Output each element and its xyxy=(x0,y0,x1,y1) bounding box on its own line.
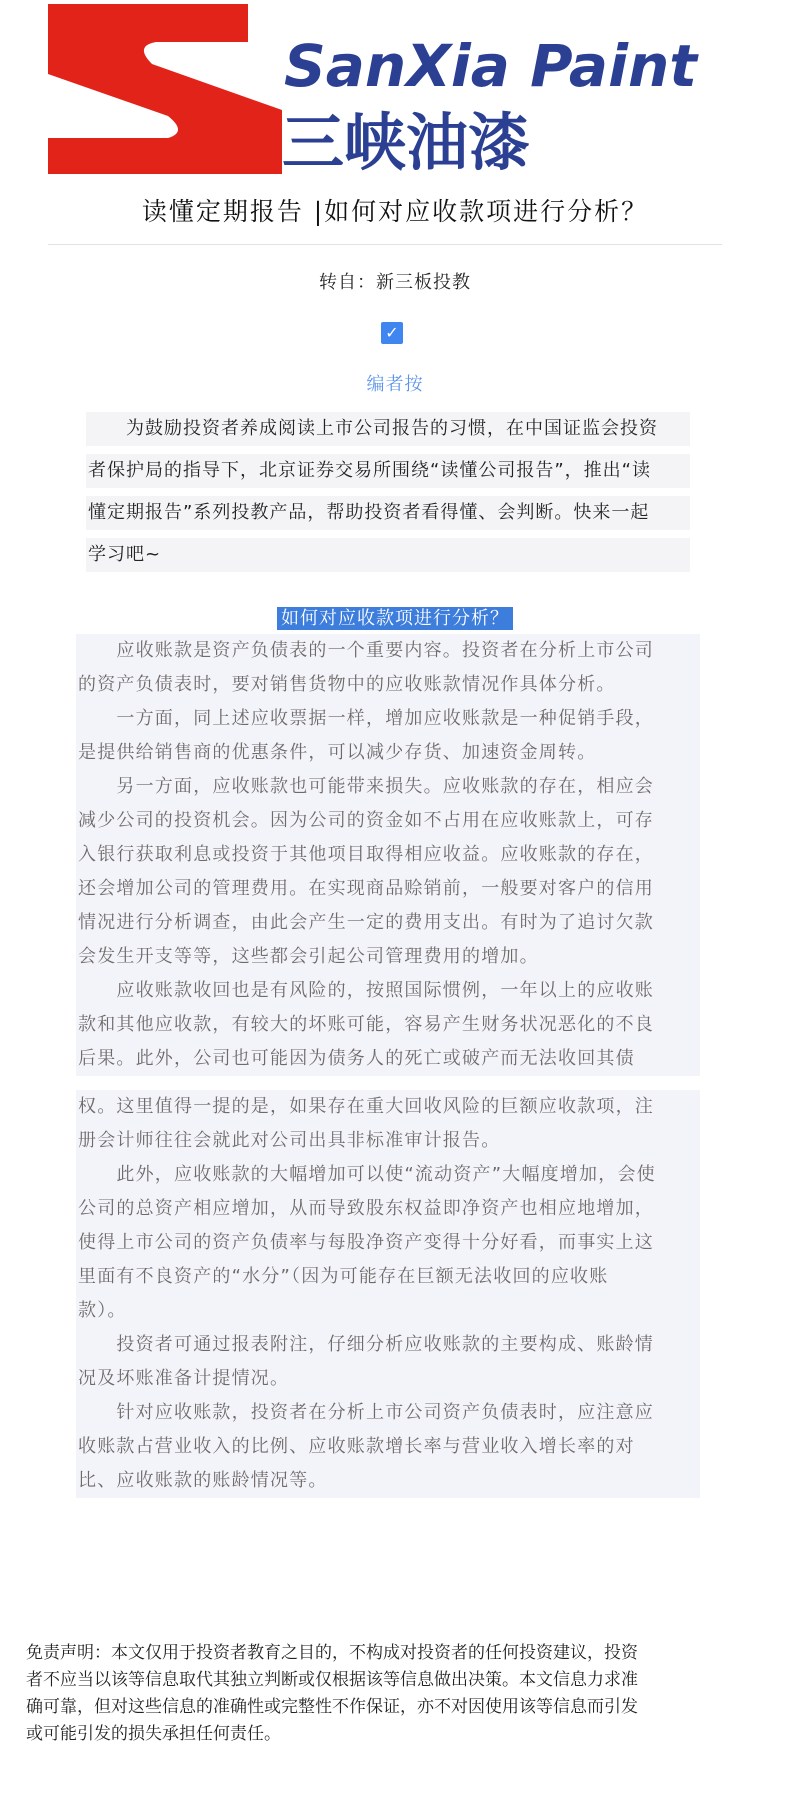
body-line: 另一方面，应收账款也可能带来损失。应收账款的存在，相应会 xyxy=(76,770,700,804)
body-line: 况及坏账准备计提情况。 xyxy=(76,1362,700,1396)
body-line: 公司的总资产相应增加，从而导致股东权益即净资产也相应地增加， xyxy=(76,1192,700,1226)
body-line: 减少公司的投资机会。因为公司的资金如不占用在应收账款上，可存 xyxy=(76,804,700,838)
disclaimer-line: 或可能引发的损失承担任何责任。 xyxy=(26,1724,281,1744)
disclaimer-line: 者不应当以该等信息取代其独立判断或仅根据该等信息做出决策。本文信息力求准 xyxy=(26,1670,638,1690)
body-line: 后果。此外，公司也可能因为债务人的死亡或破产而无法收回其债 xyxy=(76,1042,700,1076)
editor-note-label: 编者按 xyxy=(366,374,424,395)
intro-line: 为鼓励投资者养成阅读上市公司报告的习惯，在中国证监会投资 xyxy=(86,412,690,446)
body-line: 情况进行分析调查，由此会产生一定的费用支出。有时为了追讨欠款 xyxy=(76,906,700,940)
check-icon: ✓ xyxy=(381,322,403,344)
body-line: 收账款占营业收入的比例、应收账款增长率与营业收入增长率的对 xyxy=(76,1430,700,1464)
disclaimer-line: 确可靠，但对这些信息的准确性或完整性不作保证，亦不对因使用该等信息而引发 xyxy=(26,1697,638,1717)
body-line: 是提供给销售商的优惠条件，可以减少存货、加速资金周转。 xyxy=(76,736,700,770)
article-title: 读懂定期报告 |如何对应收款项进行分析？ xyxy=(141,197,649,226)
logo-brand-chinese: 三峡油漆 xyxy=(282,106,531,174)
body-line: 款）。 xyxy=(76,1294,700,1328)
body-line: 会发生开支等等，这些都会引起公司管理费用的增加。 xyxy=(76,940,700,974)
logo-graphic xyxy=(48,4,742,174)
body-line: 一方面，同上述应收票据一样，增加应收账款是一种促销手段， xyxy=(76,702,700,736)
intro-line: 者保护局的指导下，北京证券交易所围绕“读懂公司报告”，推出“读 xyxy=(86,454,690,488)
editor-note-text xyxy=(86,412,690,580)
body-line: 此外，应收账款的大幅增加可以使“流动资产”大幅度增加，会使 xyxy=(76,1158,700,1192)
paragraph-gap xyxy=(76,1076,700,1090)
body-line: 款和其他应收款，有较大的坏账可能，容易产生财务状况恶化的不良 xyxy=(76,1008,700,1042)
body-line: 册会计师往往会就此对公司出具非标准审计报告。 xyxy=(76,1124,700,1158)
article-source: 转自：新三板投教 xyxy=(319,272,471,293)
body-line: 权。这里值得一提的是，如果存在重大回收风险的巨额应收款项，注 xyxy=(76,1090,700,1124)
body-line: 入银行获取利息或投资于其他项目取得相应收益。应收账款的存在， xyxy=(76,838,700,872)
body-line: 比、应收账款的账龄情况等。 xyxy=(76,1464,700,1498)
body-line: 针对应收账款，投资者在分析上市公司资产负债表时，应注意应 xyxy=(76,1396,700,1430)
body-line: 里面有不良资产的“水分”（因为可能存在巨额无法收回的应收账 xyxy=(76,1260,700,1294)
body-line: 的资产负债表时，要对销售货物中的应收账款情况作具体分析。 xyxy=(76,668,700,702)
intro-line: 学习吧~ xyxy=(86,538,690,572)
body-line: 应收账款收回也是有风险的，按照国际惯例，一年以上的应收账 xyxy=(76,974,700,1008)
article-body xyxy=(76,634,700,1498)
sanxia-paint-logo xyxy=(48,4,742,174)
title-divider xyxy=(48,244,722,245)
logo-s-mark xyxy=(48,4,282,174)
body-line: 还会增加公司的管理费用。在实现商品赊销前，一般要对客户的信用 xyxy=(76,872,700,906)
section-heading-text: 如何对应收款项进行分析？ xyxy=(277,607,513,630)
logo-brand-english: SanXia Paint xyxy=(284,32,697,100)
disclaimer-line: 免责声明：本文仅用于投资者教育之目的，不构成对投资者的任何投资建议，投资 xyxy=(26,1643,638,1663)
body-line: 使得上市公司的资产负债率与每股净资产变得十分好看，而事实上这 xyxy=(76,1226,700,1260)
disclaimer xyxy=(26,1640,766,1748)
body-line: 投资者可通过报表附注，仔细分析应收账款的主要构成、账龄情 xyxy=(76,1328,700,1362)
section-heading xyxy=(0,604,790,630)
intro-line: 懂定期报告”系列投教产品，帮助投资者看得懂、会判断。快来一起 xyxy=(86,496,690,530)
body-line: 应收账款是资产负债表的一个重要内容。投资者在分析上市公司 xyxy=(76,634,700,668)
